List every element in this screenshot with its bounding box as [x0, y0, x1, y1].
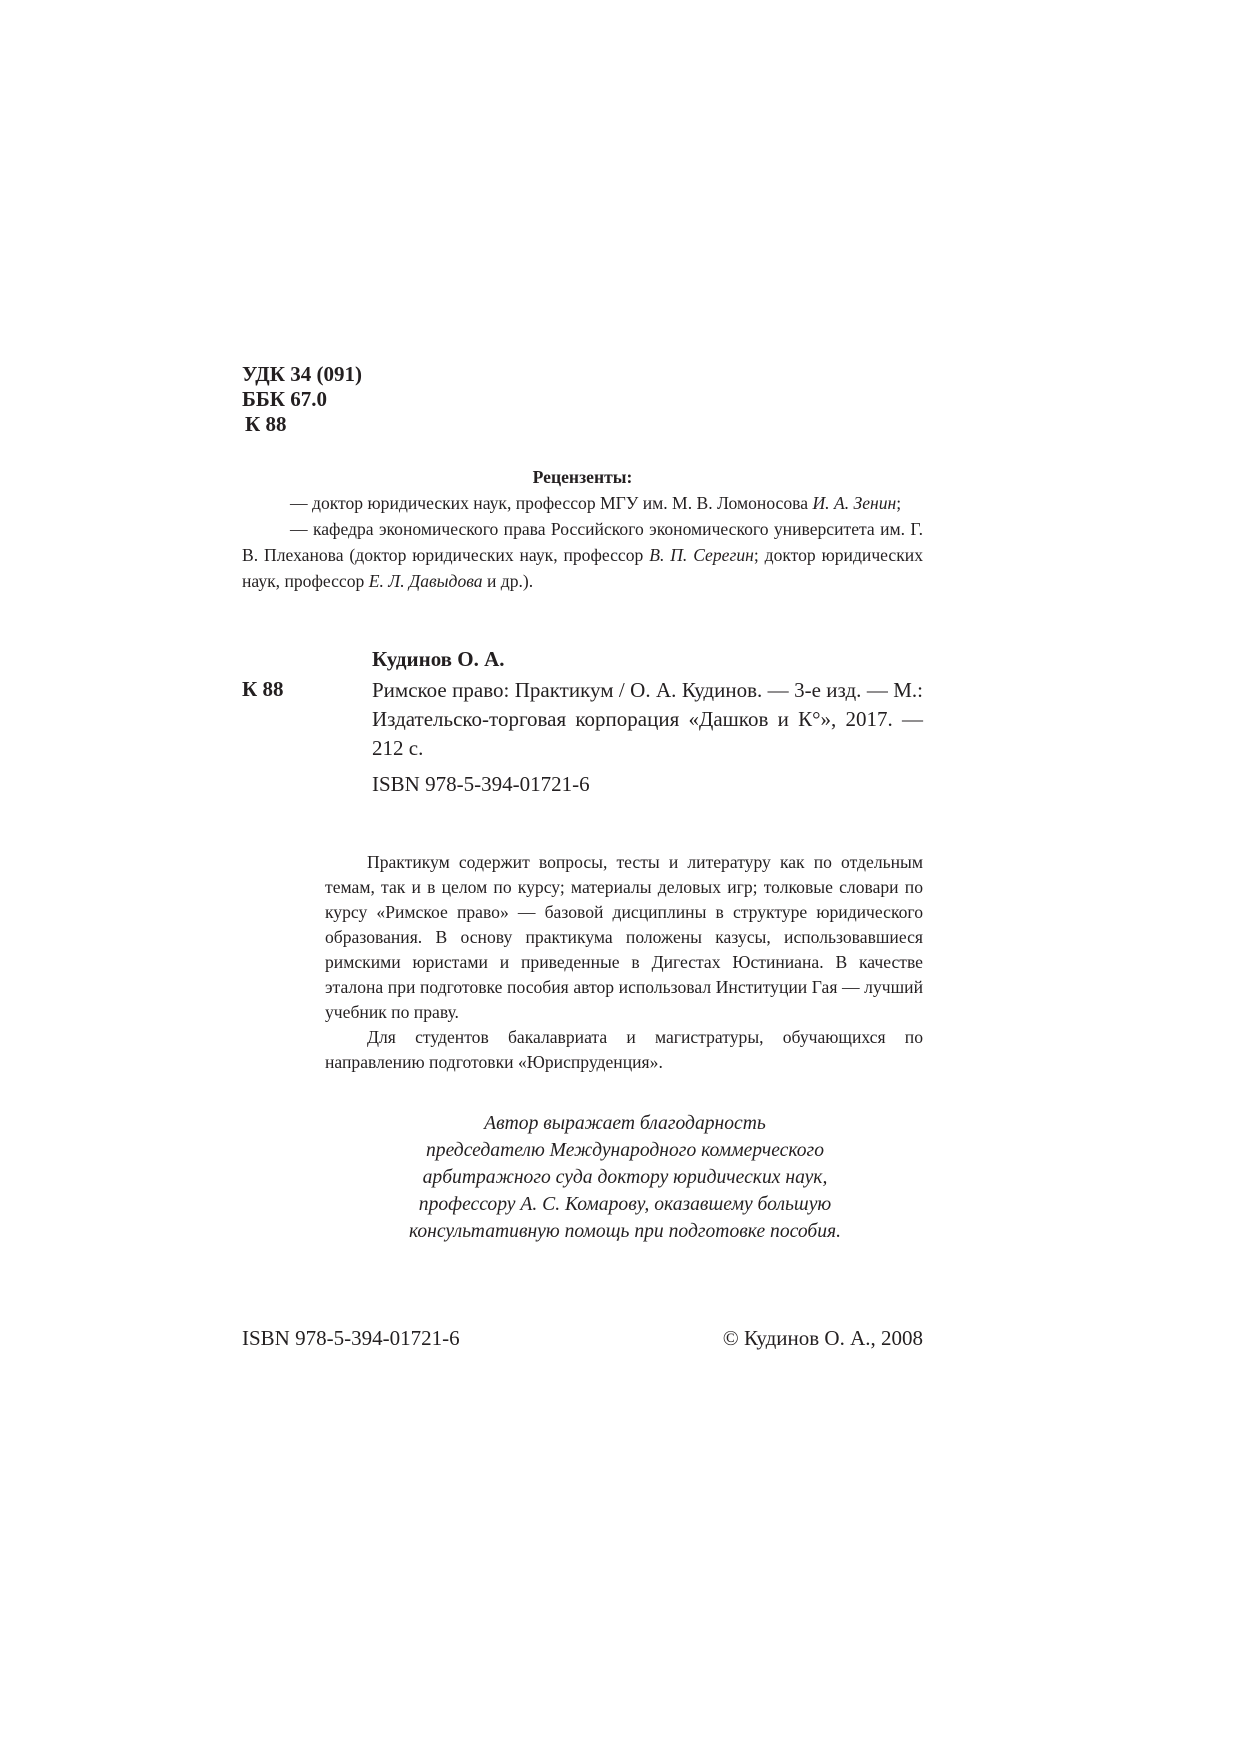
footer-isbn: ISBN 978-5-394-01721-6: [242, 1326, 460, 1350]
acknowledgement-line-5: консультативную помощь при подготовке пособия.: [408, 1221, 842, 1242]
abstract: [325, 850, 923, 1075]
reviewer-2: [242, 516, 923, 594]
bbk-code: ББК 67.0: [242, 387, 327, 411]
abstract-paragraph-2: Для студентов бакалавриата и магистратуры, обучающихся по направлению подготовки «Юриспруденция».: [325, 1027, 923, 1072]
acknowledgement-line-3: арбитражного суда доктору юридических наук,: [422, 1167, 828, 1188]
author-mark: К 88: [245, 412, 287, 436]
bibliographic-isbn: ISBN 978-5-394-01721-6: [372, 772, 590, 796]
reviewer-2-mid: ; доктор юридических наук, профессор: [242, 545, 923, 591]
acknowledgement: [330, 1110, 920, 1245]
book-author: Кудинов О. А.: [372, 647, 505, 671]
udk-code: УДК 34 (091): [242, 362, 362, 386]
bibliographic-mark: К 88: [242, 677, 284, 701]
reviewer-1-end: ;: [896, 493, 902, 513]
acknowledgement-line-2: председателю Международного коммерческого: [426, 1140, 824, 1161]
classification-block: [242, 362, 362, 437]
bibliographic-description: Римское право: Практикум / О. А. Кудинов. — 3-е изд. — М.: Издательско-торговая корпорация «Дашков и К°», 2017. — 212 с.: [372, 678, 923, 760]
reviewers-heading: Рецензенты:: [532, 467, 633, 487]
acknowledgement-line-1: Автор выражает благодарность: [484, 1113, 766, 1134]
reviewer-1: [242, 490, 923, 516]
reviewers-section: [242, 464, 923, 594]
reviewer-2-text: — кафедра экономического права Российского экономического университета им. Г. В. Плеханова (доктор юридических наук, профессор: [242, 519, 923, 565]
abstract-paragraph-1: Практикум содержит вопросы, тесты и литературу как по отдельным темам, так и в целом по курсу; материалы деловых игр; толковые словари по курсу «Римское право» — базовой дисциплины в структуре юридического образования. В основу практикума положены казусы, использовавшиеся римскими юристами и приведенные в Дигестах Юстиниана. В качестве эталона при подготовке пособия автор использовал Институции Гая — лучший учебник по праву.: [325, 852, 923, 1022]
reviewer-2-end: и др.).: [482, 571, 534, 591]
reviewer-2-name-1: В. П. Серегин: [649, 545, 754, 565]
footer-copyright: © Кудинов О. А., 2008: [722, 1326, 923, 1350]
reviewer-1-name: И. А. Зенин: [812, 493, 897, 513]
acknowledgement-line-4: профессору А. С. Комарову, оказавшему большую: [418, 1194, 832, 1215]
reviewer-2-name-2: Е. Л. Давыдова: [368, 571, 483, 591]
reviewer-1-text: — доктор юридических наук, профессор МГУ им. М. В. Ломоносова: [290, 493, 813, 513]
